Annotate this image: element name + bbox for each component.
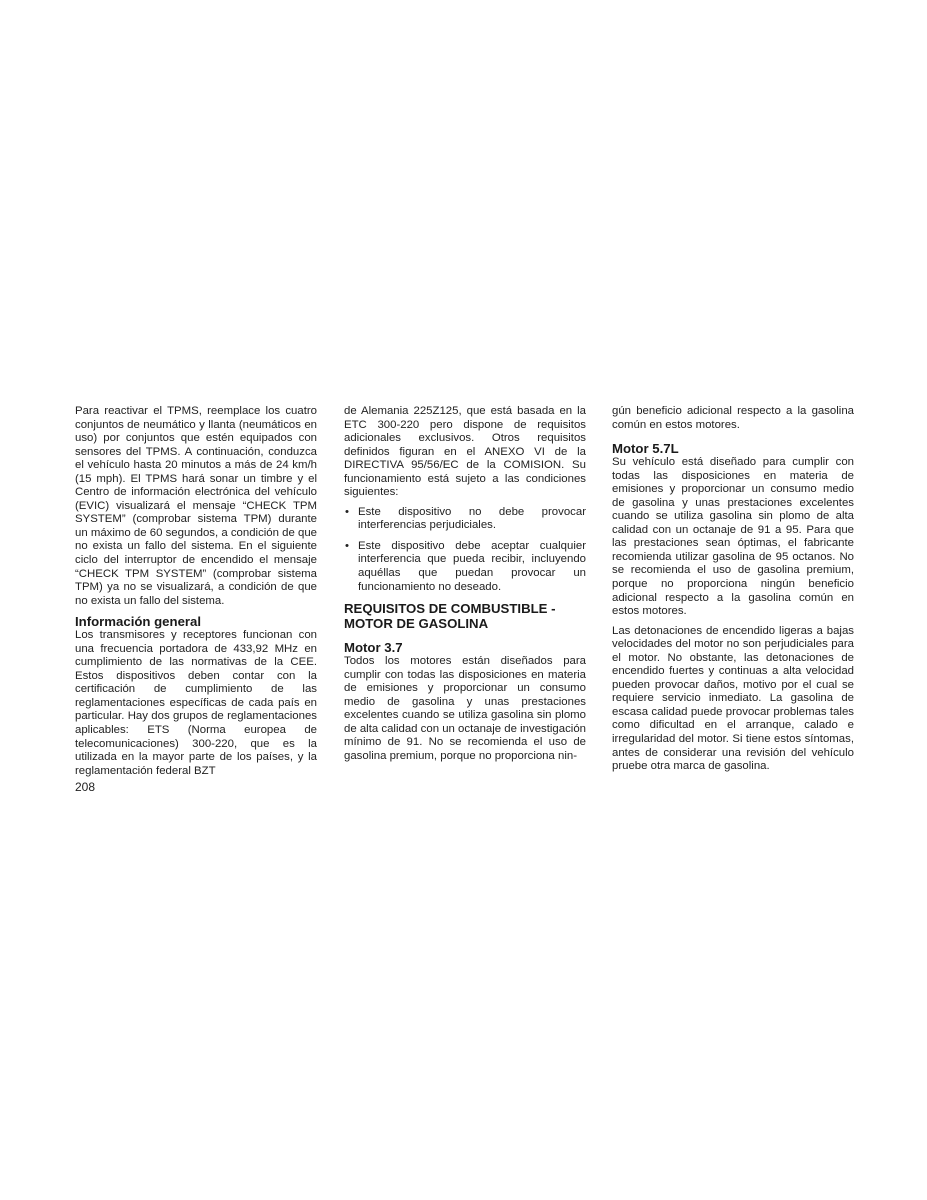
list-item-text: Este dispositivo debe aceptar cualquier interferencia que pueda recibir, incluyendo aquéllas que puedan provocar un funcionamiento no deseado. (358, 539, 586, 593)
paragraph-regulations: de Alemania 225Z125, que está basada en la ETC 300-220 pero dispone de requisitos adicionales exclusivos. Otros requisitos definidos figuran en el ANEXO VI de la DIRECTIVA 95/56/EC de la COMISION. Su funcionamiento está sujeto a las condiciones siguientes: (344, 405, 586, 499)
paragraph-detonation: Las detonaciones de encendido ligeras a bajas velocidades del motor no son perjudiciales para el motor. No obstante, las detonaciones de encendido fuertes y continuas a alta velocidad pueden provocar daños, motivo por el cual se requiere servicio inmediato. La gasolina de escasa calidad puede provocar problemas tales como dificultad en el arranque, calado e irregularidad del motor. Si tiene estos síntomas, antes de considerar una revisión del vehículo pruebe otra marca de gasolina. (612, 624, 854, 773)
text-column-right (612, 405, 854, 774)
list-item (344, 506, 586, 533)
list-item-text: Este dispositivo no debe provocar interferencias perjudiciales. (358, 505, 586, 532)
bullet-icon: • (345, 505, 349, 518)
paragraph-motor-3-7: Todos los motores están diseñados para cumplir con todas las disposiciones en materia de emisiones y proporcionar un consumo medio de gasolina y unas prestaciones excelentes cuando se utiliza gasolina sin plomo de alta calidad con un octanaje de investigación mínimo de 91. No se recomienda el uso de gasolina premium, porque no proporciona nin- (344, 655, 586, 762)
conditions-list (344, 506, 586, 594)
paragraph-transmitters: Los transmisores y receptores funcionan con una frecuencia portadora de 433,92 MHz en cumplimiento de las normativas de la CEE. Estos dispositivos deben contar con la certificación de cumplimiento de las reglamentaciones específicas de cada país en particular. Hay dos grupos de reglamentaciones aplicables: ETS (Norma europea de telecomunicaciones) 300-220, que es la utilizada en la mayor parte de los países, y la reglamentación federal BZT (75, 629, 317, 777)
heading-fuel-requirements: REQUISITOS DE COMBUSTIBLE - MOTOR DE GASOLINA (344, 601, 556, 632)
page-number: 208 (75, 780, 96, 794)
bullet-icon: • (345, 539, 349, 552)
list-item (344, 540, 586, 594)
text-column-middle (344, 405, 586, 763)
paragraph-motor-5-7l: Su vehículo está diseñado para cumplir con todas las disposiciones en materia de emisiones y proporcionar un consumo medio de gasolina y unas prestaciones excelentes cuando se utiliza gasolina sin plomo de alta calidad con un octanaje de 91 a 95. Para que las prestaciones sean óptimas, el fabricante recomienda utilizar gasolina de 95 octanos. No se recomienda el uso de gasolina premium, porque no proporciona ningún beneficio adicional respecto a la gasolina común en estos motores. (612, 456, 854, 618)
paragraph-tpms-reactivation: Para reactivar el TPMS, reemplace los cuatro conjuntos de neumático y llanta (neumáticos en uso) por conjuntos que estén equipados con sensores del TPMS. A continuación, conduzca el vehículo hasta 20 minutos a más de 24 km/h (15 mph). El TPMS hará sonar un timbre y el Centro de información electrónica del vehículo (EVIC) visualizará el mensaje “CHECK TPM SYSTEM” (comprobar sistema TPM) durante un máximo de 60 segundos, a condición de que no exista un fallo del sistema. En el siguiente ciclo del interruptor de encendido el mensaje “CHECK TPM SYSTEM” (comprobar sistema TPM) ya no se visualizará, a condición de que no exista un fallo del sistema. (75, 405, 317, 607)
paragraph-continuation: gún beneficio adicional respecto a la gasolina común en estos motores. (612, 405, 854, 431)
heading-informacion-general: Información general (75, 614, 202, 630)
heading-motor-5-7l: Motor 5.7L (612, 441, 679, 457)
heading-motor-3-7: Motor 3.7 (344, 640, 403, 656)
text-column-left (75, 405, 317, 778)
